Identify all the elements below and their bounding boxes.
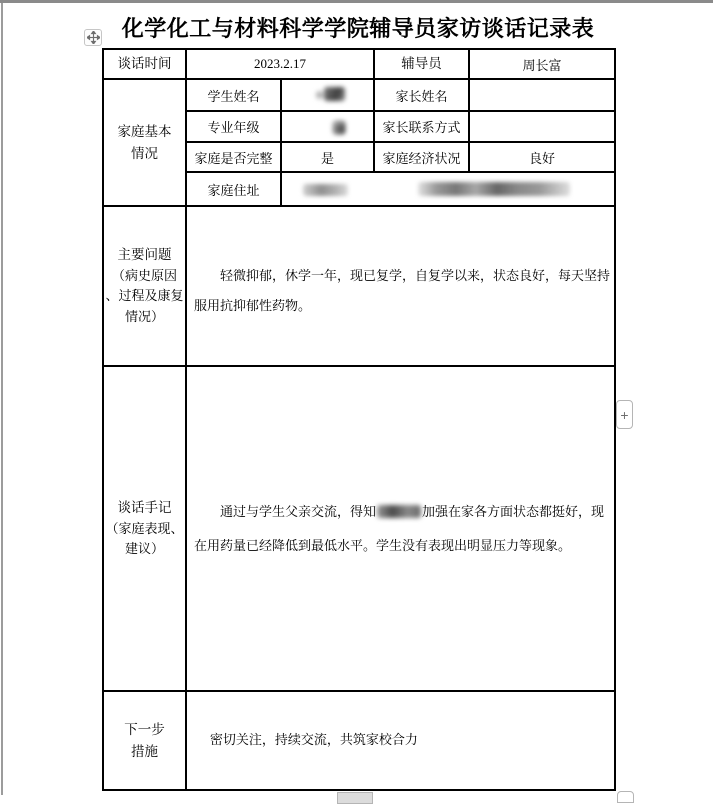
- cell-parent-contact-label: 家长联系方式: [374, 111, 469, 142]
- cell-notes-content[interactable]: 通过与学生父亲交流，得知 加强在家各方面状态都挺好，现在用药量已经降低到最低水平。学生没有表现出明显压力等现象。: [186, 366, 615, 691]
- cell-student-name-label: 学生姓名: [186, 79, 281, 111]
- cell-family-complete-value[interactable]: 是: [281, 142, 374, 172]
- home-visit-record-table: [102, 48, 616, 791]
- cell-economic-status-label: 家庭经济状况: [374, 142, 469, 172]
- table-row: [103, 366, 615, 691]
- cell-counselor-value[interactable]: 周长富: [469, 49, 615, 79]
- redacted-major-grade: [332, 120, 346, 135]
- redacted-student-name: [282, 80, 373, 110]
- cell-counselor-label: 辅导员: [374, 49, 469, 79]
- cell-interview-time-label: 谈话时间: [103, 49, 186, 79]
- redacted-student-name-inline: [377, 505, 421, 518]
- cell-parent-name-value[interactable]: [469, 79, 615, 111]
- cell-parent-name-label: 家长姓名: [374, 79, 469, 111]
- move-arrows-icon: [87, 31, 100, 44]
- page-title[interactable]: 化学化工与材料科学学院辅导员家访谈话记录表: [121, 16, 595, 41]
- cell-major-grade-value[interactable]: [281, 111, 374, 142]
- cell-next-steps-label: 下一步 措施: [103, 691, 186, 790]
- redacted-address-part2: [418, 182, 570, 196]
- cell-next-steps-content[interactable]: 密切关注，持续交流，共筑家校合力: [186, 691, 615, 790]
- table-row: [103, 79, 615, 111]
- table-row: [103, 49, 615, 79]
- cell-major-grade-label: 专业年级: [186, 111, 281, 142]
- table-corner-button-partial[interactable]: [617, 791, 634, 803]
- plus-icon: +: [620, 406, 629, 423]
- cell-parent-contact-value[interactable]: [469, 111, 615, 142]
- cell-economic-status-value[interactable]: 良好: [469, 142, 615, 172]
- cell-main-issue-content[interactable]: 轻微抑郁，休学一年，现已复学，自复学以来，状态良好，每天坚持服用抗抑郁性药物。: [186, 206, 615, 366]
- cell-family-complete-label: 家庭是否完整: [186, 142, 281, 172]
- table-row: [103, 691, 615, 790]
- cell-main-issue-label: 主要问题 （病史原因 、过程及康复 情况）: [103, 206, 186, 366]
- table-row: [103, 206, 615, 366]
- cell-family-section-label: 家庭基本 情况: [103, 79, 186, 206]
- redacted-address-part1: [303, 184, 348, 196]
- window-left-border: [1, 3, 3, 795]
- cell-home-address-label: 家庭住址: [186, 172, 281, 206]
- add-column-button[interactable]: [616, 400, 633, 429]
- table-move-handle[interactable]: [84, 29, 102, 46]
- cell-student-name-value[interactable]: [281, 79, 374, 111]
- window-top-border: [0, 0, 713, 3]
- cell-interview-time-value[interactable]: 2023.2.17: [186, 49, 374, 79]
- add-row-button-partial[interactable]: [337, 792, 373, 804]
- cell-home-address-value[interactable]: [281, 172, 615, 206]
- cell-notes-label: 谈话手记 （家庭表现、 建议）: [103, 366, 186, 691]
